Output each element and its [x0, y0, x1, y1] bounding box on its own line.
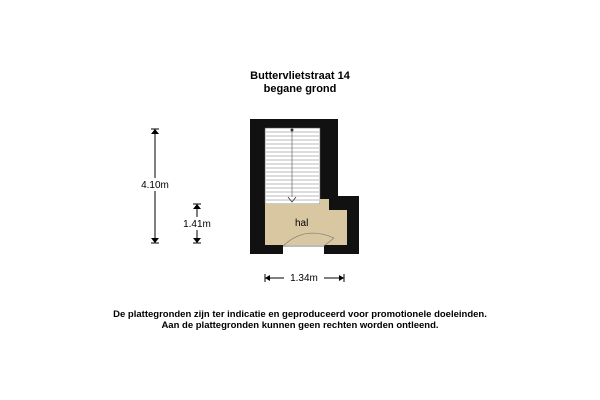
- stair-area: [265, 128, 320, 204]
- disclaimer-line-2: Aan de plattegronden kunnen geen rechten worden ontleend.: [161, 320, 439, 331]
- disclaimer: [0, 309, 600, 331]
- dimension-total-height: [134, 129, 176, 243]
- dimension-hall-height: [178, 204, 216, 243]
- disclaimer-line-1: De plattegronden zijn ter indicatie en geproduceerd voor promotionele doeleinden.: [113, 309, 487, 320]
- dimension-label-total-height: 4.10m: [141, 180, 169, 191]
- address-title: Buttervlietstraat 14: [250, 70, 350, 82]
- dimension-label-width: 1.34m: [290, 273, 318, 284]
- floor-title: begane grond: [263, 83, 337, 95]
- dimension-width: [265, 272, 344, 284]
- dimension-label-hall-height: 1.41m: [183, 219, 211, 230]
- room-label-hal: hal: [295, 218, 309, 229]
